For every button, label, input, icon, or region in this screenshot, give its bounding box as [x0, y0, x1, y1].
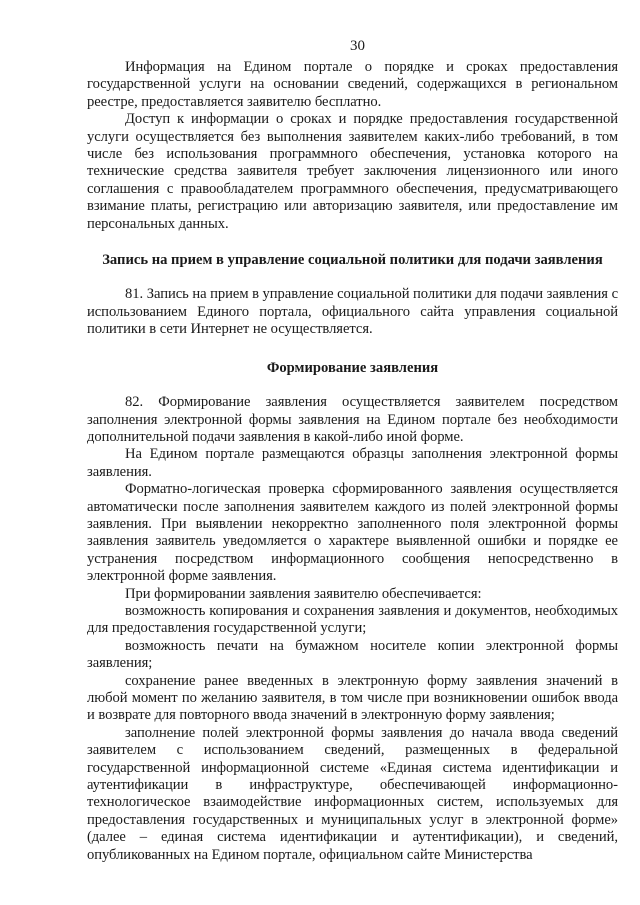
paragraph-print: возможность печати на бумажном носителе копии электронной формы заявления;: [87, 637, 618, 672]
paragraph-copy-save: возможность копирования и сохранения заявления и документов, необходимых для предоставления государственной услуги;: [87, 602, 618, 637]
paragraph-provided-intro: При формировании заявления заявителю обеспечивается:: [125, 585, 482, 602]
section-heading-form-creation: Формирование заявления: [266, 359, 439, 376]
paragraph-82: 82. Формирование заявления осуществляется заявителем посредством заполнения электронной формы заявления на Едином портале без необходимости дополнительной подачи заявления в какой-либо иной форме.: [87, 394, 618, 445]
paragraph-info-free: Информация на Едином портале о порядке и сроках предоставления государственной услуги на основании сведений, содержащихся в региональном реестре, предоставляется заявителю бесплатно.: [87, 59, 618, 110]
paragraph-format-check: Форматно-логическая проверка сформированного заявления осуществляется автоматически после заполнения заявителем каждого из полей электронной формы заявления. При выявлении некорректно заполненного поля электронной формы заявления заявитель уведомляется о характере выявленной ошибки и порядке ее устранения посредством информационного сообщения непосредственно в электронной форме заявления.: [87, 481, 618, 585]
paragraph-81: 81. Запись на прием в управление социальной политики для подачи заявления с использованием Единого портала, официального сайта управления социальной политики в сети Интернет не осуществляется.: [87, 286, 618, 338]
paragraph-fill-fields: заполнение полей электронной формы заявления до начала ввода сведений заявителем с использованием сведений, размещенных в федеральной государственной информационной системе «Единая система идентификации и аутентификации в инфраструктуре, обеспечивающей информационно-технологическое взаимодействие информационных систем, используемых для предоставления государственных и муниципальных услуг в электронной форме» (далее – единая система идентификации и аутентификации), и сведений, опубликованных на Едином портале, официальном сайте Министерства: [87, 724, 618, 863]
section-heading-appointment: Запись на прием в управление социальной политики для подачи заявления: [102, 252, 603, 269]
page-number: 30: [350, 38, 365, 54]
paragraph-access-info: Доступ к информации о сроках и порядке предоставления государственной услуги осуществляется без выполнения заявителем каких-либо требований, в том числе без использования программного обеспечения, установка которого на технические средства заявителя требует заключения лицензионного или иного соглашения с правообладателем программного обеспечения, предусматривающего взимание платы, регистрацию или авторизацию заявителя, или предоставление им персональных данных.: [87, 111, 618, 232]
paragraph-save-values: сохранение ранее введенных в электронную форму заявления значений в любой момент по желанию заявителя, в том числе при возникновении ошибок ввода и возврате для повторного ввода значений в электронную форму заявления;: [87, 672, 618, 724]
paragraph-samples: На Едином портале размещаются образцы заполнения электронной формы заявления.: [87, 446, 618, 480]
